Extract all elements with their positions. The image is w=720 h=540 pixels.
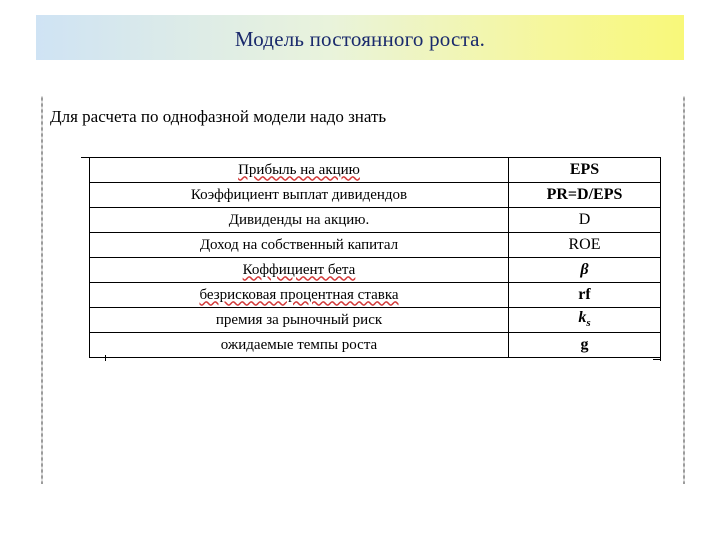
table-corner-mark (660, 355, 661, 361)
param-label: ожидаемые темпы роста (220, 336, 378, 353)
title-banner (36, 15, 684, 60)
param-cell (90, 208, 509, 233)
param-label: Дивиденды на акцию. (228, 211, 370, 228)
symbol-cell: ROE (509, 233, 661, 258)
symbol-cell (509, 308, 661, 333)
left-dotted-border (41, 96, 43, 484)
symbol-cell: β (509, 258, 661, 283)
param-cell (90, 183, 509, 208)
table-row (90, 183, 661, 208)
param-label: Коффициент бета (242, 261, 356, 278)
symbol-cell: g (509, 333, 661, 358)
table-corner-mark (653, 359, 661, 360)
param-cell (90, 308, 509, 333)
symbol-cell: PR=D/EPS (509, 183, 661, 208)
param-cell (90, 233, 509, 258)
table-row (90, 283, 661, 308)
intro-text: Для расчета по однофазной модели надо знать (50, 107, 387, 126)
param-cell (90, 258, 509, 283)
table-corner-mark (105, 355, 106, 361)
parameters-table (89, 157, 661, 358)
table-row (90, 233, 661, 258)
slide-title: Модель постоянного роста. (234, 27, 486, 51)
symbol-cell: EPS (509, 158, 661, 183)
table-row (90, 333, 661, 358)
param-cell (90, 333, 509, 358)
symbol-cell: rf (509, 283, 661, 308)
param-label: Коэффициент выплат дивидендов (190, 186, 408, 203)
table-corner-mark (81, 157, 89, 158)
param-label: премия за рыночный риск (215, 311, 383, 328)
param-label: безрисковая процентная ставка (199, 286, 399, 303)
param-cell (90, 158, 509, 183)
table-row (90, 308, 661, 333)
symbol-cell: D (509, 208, 661, 233)
symbol-main: k (578, 309, 587, 327)
right-dotted-border (683, 96, 685, 484)
param-label: Прибыль на акцию (238, 161, 360, 178)
param-cell (90, 283, 509, 308)
symbol-subscript: s (586, 317, 591, 330)
table-row (90, 258, 661, 283)
param-label: Доход на собственный капитал (199, 236, 399, 253)
table-row (90, 158, 661, 183)
table-row (90, 208, 661, 233)
parameters-table-wrapper (89, 157, 661, 357)
